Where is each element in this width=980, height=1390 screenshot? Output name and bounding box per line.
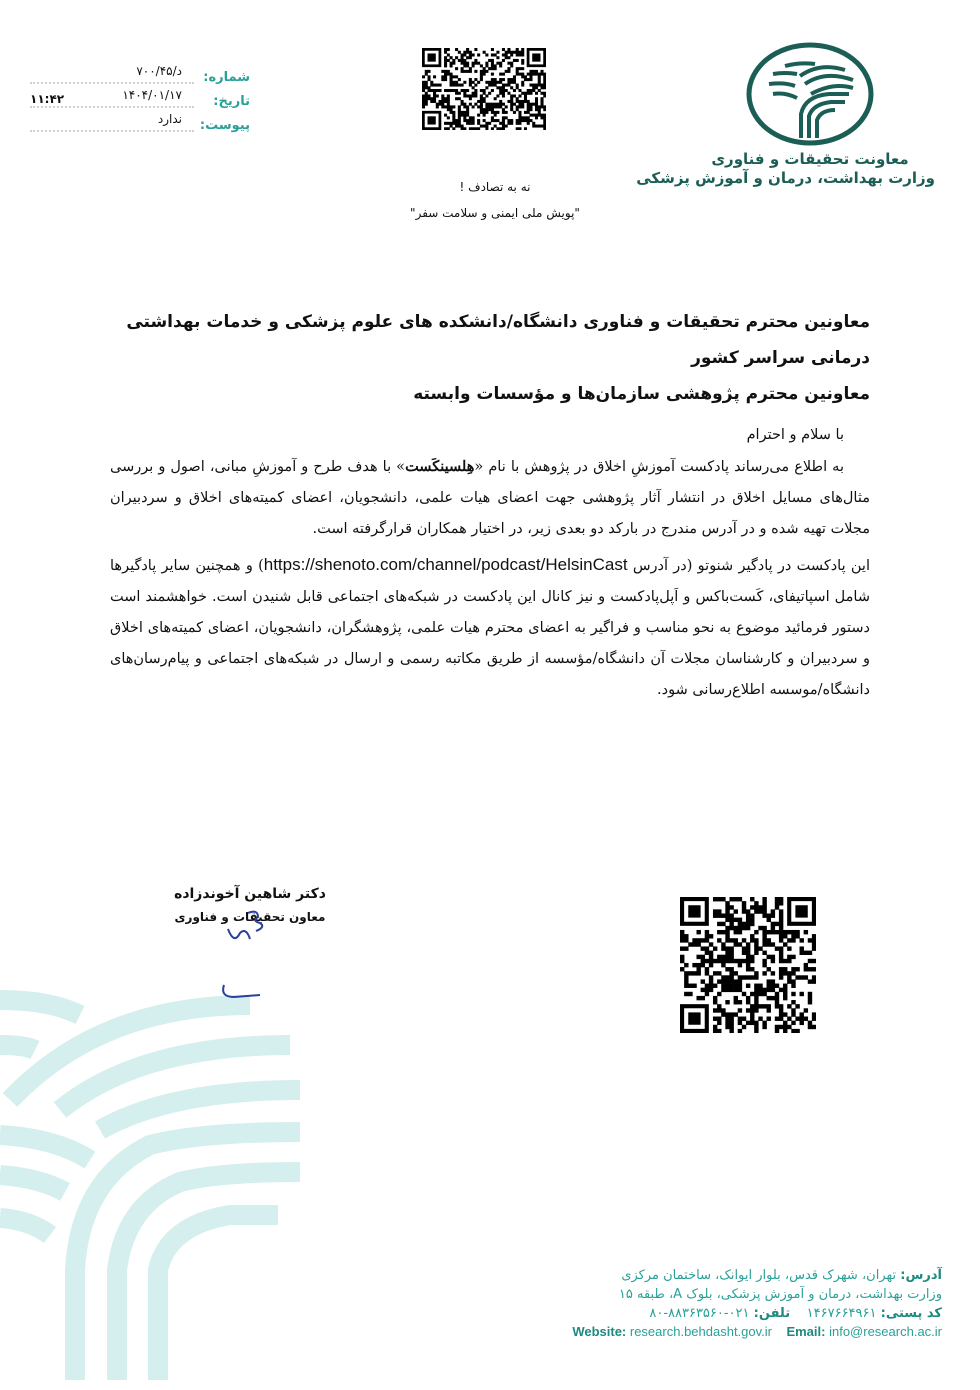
handwritten-signature-icon — [200, 905, 280, 1015]
qr-code-top — [422, 48, 546, 130]
phone-label: تلفن: — [753, 1306, 791, 1321]
address-text-1: تهران، شهرک قدس، بلوار ایوانک، ساختمان مرکزی — [621, 1268, 897, 1283]
tree-logo-icon — [745, 42, 875, 146]
letter-body — [110, 420, 870, 706]
number-value: د/۷۰۰/۴۵ — [136, 64, 182, 78]
attachment-label: پیوست: — [199, 118, 250, 133]
footer-web — [572, 1324, 942, 1339]
recipients-line-2: معاونین محترم پژوهشی سازمان‌ها و مؤسسات وابسته — [413, 384, 870, 404]
ministry-logo — [636, 42, 935, 188]
paragraph-1-end: » با هدف طرح و آموزشِ مبانی، اصول و بررسی مثال‌های مسایل اخلاق در انتشار آثار پژوهشی جهت اعضای هیات علمی، دانشجویان، اعضای کمیته‌های اخلاق و سردبیران مجلات تهیه شده و در آدرس مندرج در بارکد دو بعدی زیر، در اختیار همکاران قرارگرفته است. — [110, 459, 870, 537]
slogan-line-1: نه به تصادف ! — [459, 180, 531, 194]
letter-meta — [30, 64, 250, 136]
paragraph-1-start: به اطلاع می‌رساند پادکست آموزشِ اخلاق در پژوهش با نام « — [474, 459, 844, 475]
recipients-line-1: معاونین محترم تحقیقات و فناوری دانشگاه/دانشکده های علوم پزشکی و خدمات بهداشتی درمانی سراسر کشور — [126, 312, 870, 368]
date-value: ۱۴۰۴/۰۱/۱۷ — [122, 88, 182, 102]
logo-line-1: معاونت تحقیقات و فناوری — [711, 150, 909, 168]
email-link[interactable]: info@research.ac.ir — [829, 1324, 942, 1339]
dotted-line — [30, 106, 194, 108]
signer-name: دکتر شاهین آخوندزاده — [174, 886, 326, 902]
dotted-line — [30, 130, 194, 132]
paragraph-1 — [110, 451, 870, 545]
address-line-1 — [522, 1266, 942, 1285]
signer-title: معاون تحقیقات و فناوری — [174, 910, 326, 924]
number-label: شماره: — [203, 70, 250, 85]
watermark-tree-graphic — [0, 960, 300, 1390]
dotted-line — [30, 82, 194, 84]
email-label: Email: — [786, 1324, 826, 1339]
podcast-name: هِلسینکَست — [405, 458, 475, 475]
recipients-heading — [90, 304, 870, 412]
paragraph-2 — [110, 549, 870, 706]
podcast-url-link[interactable]: https://shenoto.com/channel/podcast/HelsinCast — [263, 555, 628, 574]
postal-value: ۱۴۶۷۶۶۴۹۶۱ — [806, 1306, 877, 1321]
postal-label: کد پستی: — [880, 1306, 942, 1321]
qr-code-bottom — [680, 897, 816, 1033]
logo-line-2: وزارت بهداشت، درمان و آموزش پزشکی — [636, 169, 935, 187]
address-label: آدرس: — [900, 1268, 942, 1283]
greeting: با سلام و احترام — [746, 427, 844, 443]
paragraph-2-start: این پادکست در پادگیر شنوتو (در آدرس — [627, 558, 870, 574]
attachment-value: ندارد — [157, 112, 182, 126]
website-link[interactable]: research.behdasht.gov.ir — [629, 1324, 772, 1339]
paragraph-2-end: ) و همچنین سایر پادگیرها شامل اسپاتیفای، کَست‌باکس و اَپل‌پادکست و نیز کانال این پادکست در شبکه‌های اجتماعی قابل شنیدن است. خواهشمند است دستور فرمائید موضوع به نحو مناسب و فراگیر به اعضای محترم هیات علمی، پژوهشگران، دانشجویان، اعضای کمیته‌های اخلاق و سردبیران و کارشناسان مجلات آن دانشگاه/مؤسسه از طریق مکاتبه رسمی و ارسال در شبکه‌های اجتماعی و پیام‌رسان‌های دانشگاه/موسسه اطلاع‌رسانی شود. — [110, 558, 870, 698]
address-line-2: وزارت بهداشت، درمان و آموزش پزشکی، بلوک A، طبقه ۱۵ — [618, 1287, 942, 1302]
phone-value: ۰۲۱-۸۸۳۶۳۵۶۰-۸۰ — [649, 1306, 750, 1321]
slogan-line-2: "پویش ملی ایمنی و سلامت سفر" — [410, 206, 580, 220]
footer-address — [522, 1266, 942, 1323]
contact-line — [522, 1304, 942, 1323]
website-label: Website: — [572, 1324, 627, 1339]
slogan — [410, 174, 580, 226]
time-value: ۱۱:۴۲ — [30, 92, 65, 106]
date-label: تاریخ: — [213, 94, 250, 109]
